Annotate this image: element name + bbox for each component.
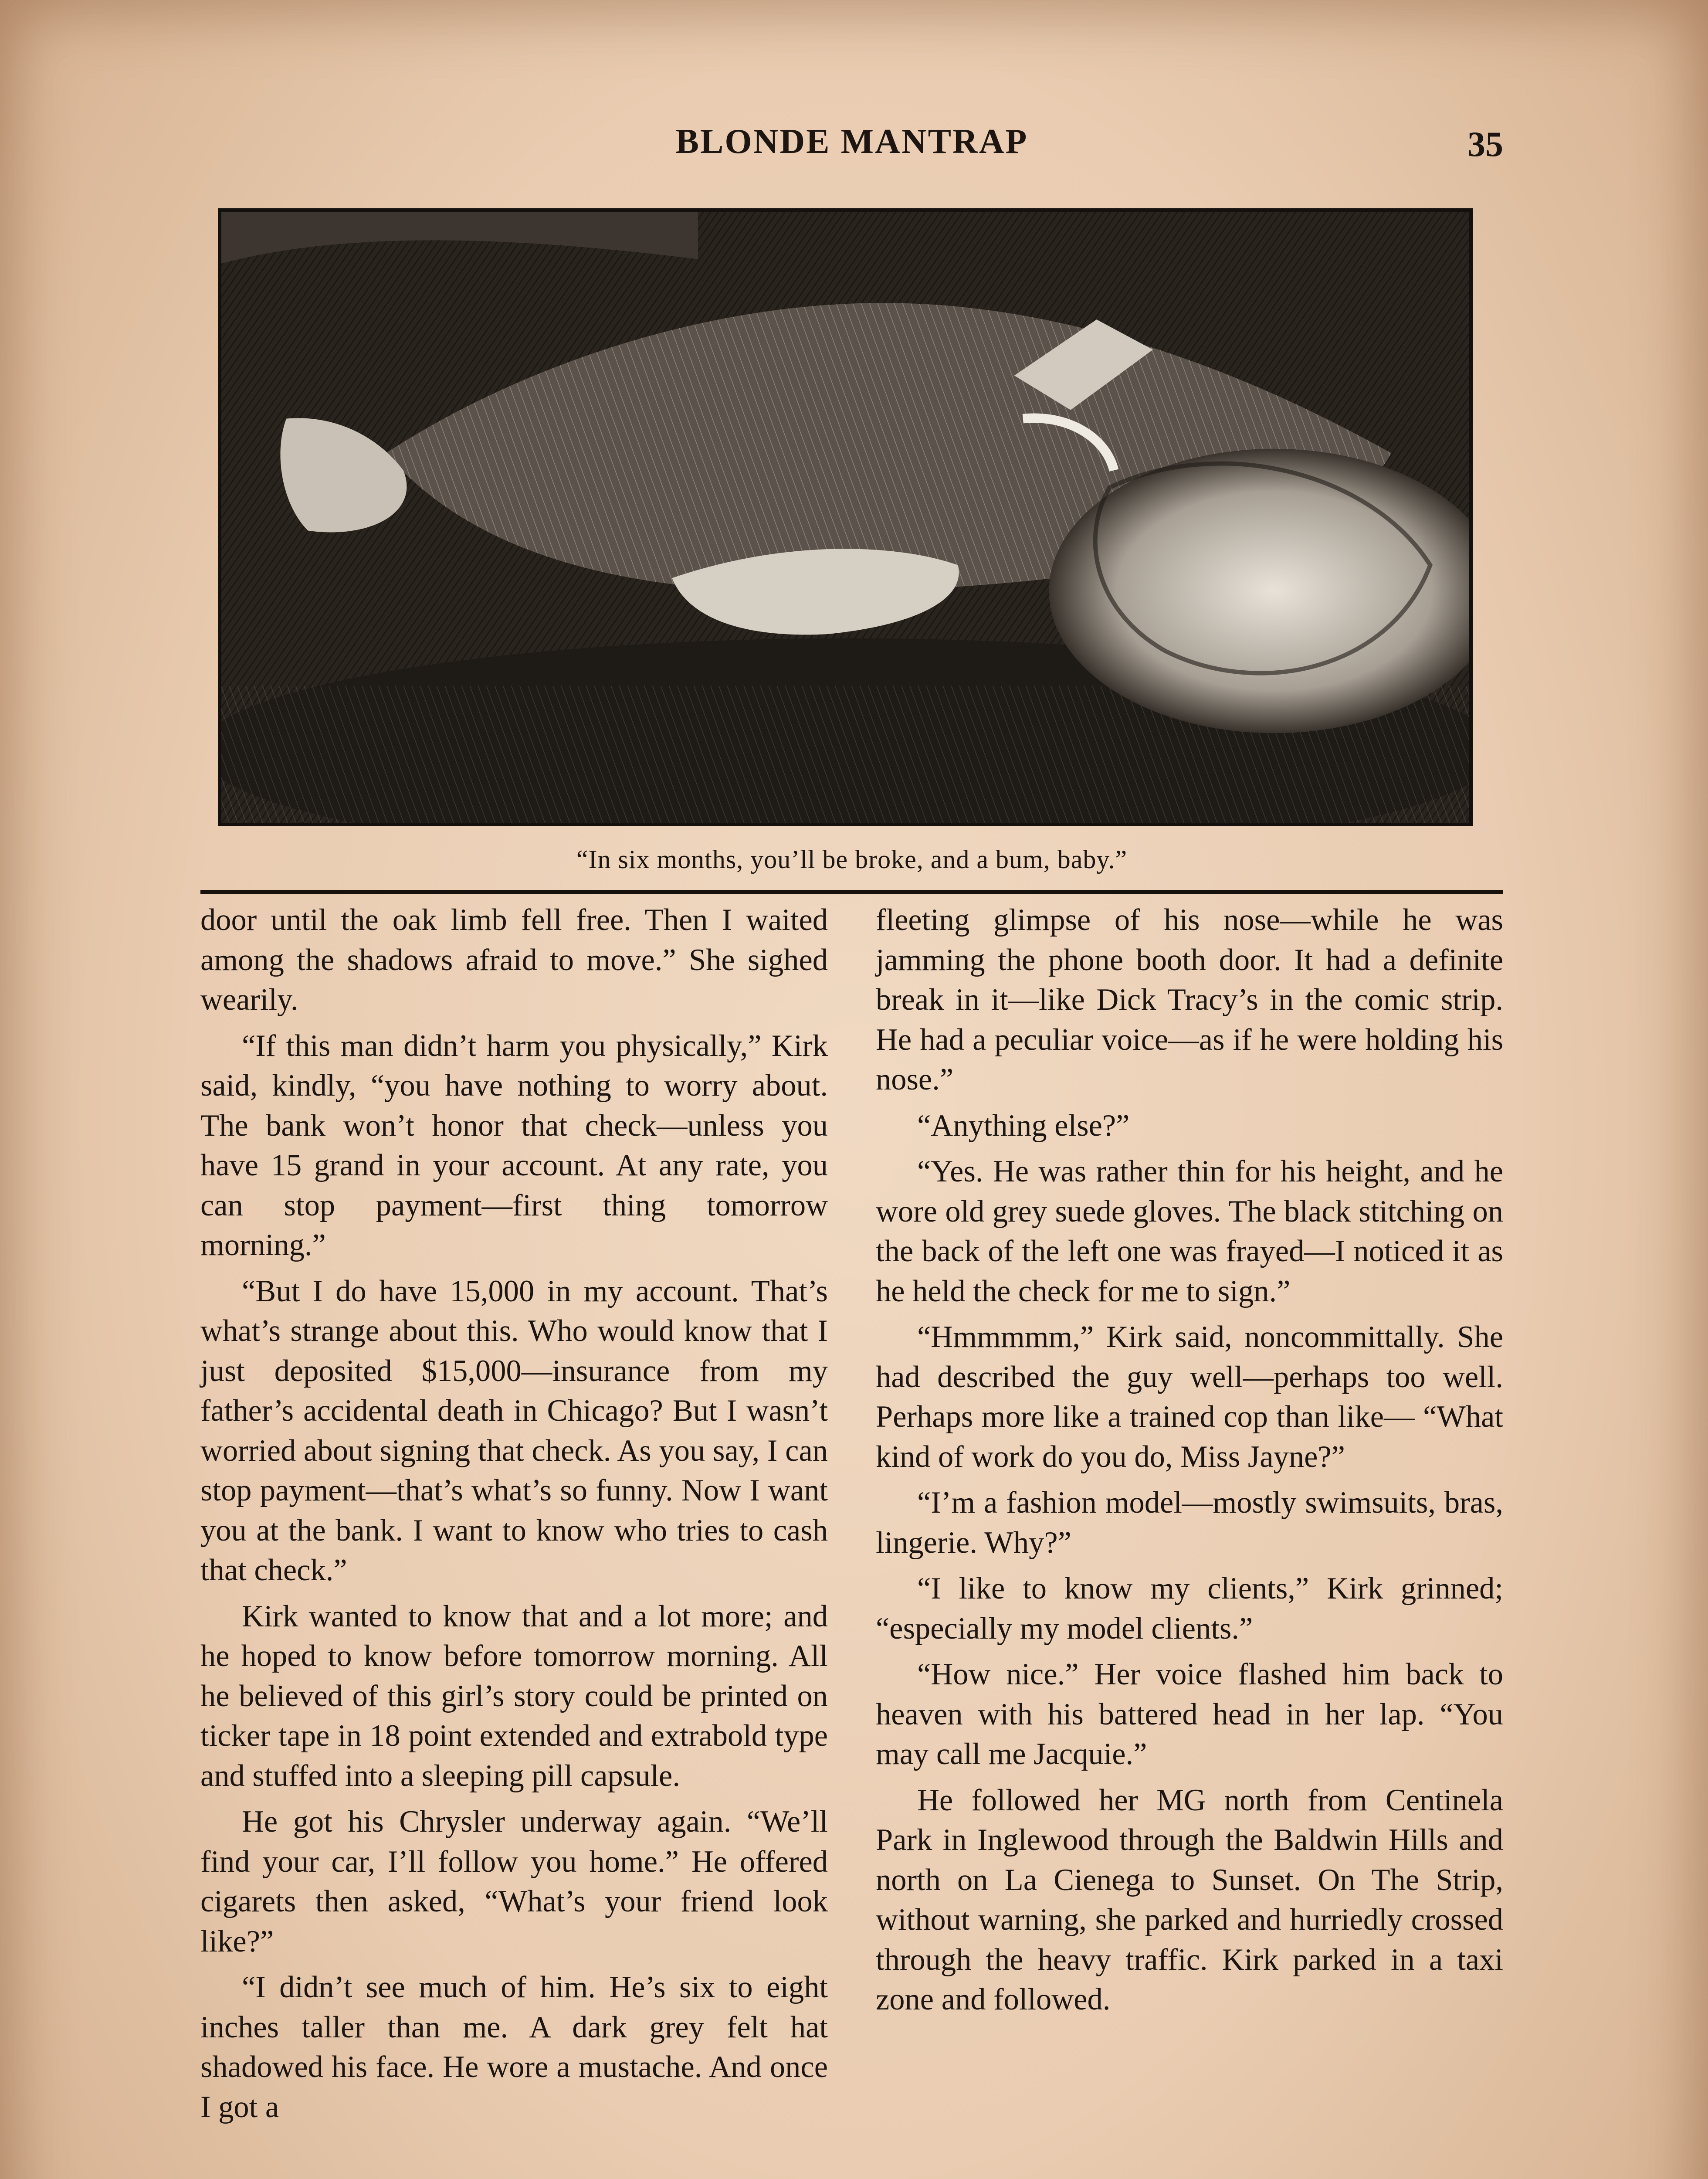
paragraph: fleeting glimpse of his nose—while he was jamming the phone booth door. It had a definite break in it—like Dick Tracy’s in the comic strip. He had a peculiar voice—as if he were holding his nose.” — [876, 903, 1503, 1096]
paragraph: “But I do have 15,000 in my account. That’s what’s strange about this. Who would know that I just deposited $15,000—insurance from my father’s accidental death in Chicago? But I wasn’t worried about signing that check. As you say, I can stop payment—that’s what’s so funny. Now I want you at the bank. I want to know who tries to cash that check.” — [200, 1274, 828, 1587]
paragraph: “Hmmmmm,” Kirk said, noncommittally. She had described the guy well—perhaps too well. Perhaps more like a trained cop than like— “What kind of work do you do, Miss Jayne?” — [876, 1320, 1503, 1474]
paragraph: “Anything else?” — [917, 1108, 1130, 1143]
paragraph: “If this man didn’t harm you physically,” Kirk said, kindly, “you have nothing to worry about. The bank won’t honor that check—unless you have 15 grand in your account. At any rate, you can stop payment—first thing tomorrow morning.” — [200, 1028, 828, 1262]
paragraph: He got his Chrysler underway again. “We’ll find your car, I’ll follow you home.” He offered cigarets then asked, “What’s your friend look like?” — [200, 1805, 828, 1958]
paragraph: Kirk wanted to know that and a lot more; and he hoped to know before tomorrow morning. All he believed of this girl’s story could be printed on ticker tape in 18 point extended and extrabold type and stuffed into a sleeping pill capsule. — [200, 1599, 828, 1793]
paragraph: “I like to know my clients,” Kirk grinned; “especially my model clients.” — [876, 1571, 1503, 1646]
section-divider — [200, 890, 1503, 894]
paragraph: “Yes. He was rather thin for his height, and he wore old grey suede gloves. The black stitching on the back of the left one was frayed—I noticed it as he held the check for me to sign.” — [876, 1154, 1503, 1308]
text-column-left — [200, 900, 828, 2133]
running-title: BLONDE MANTRAP — [675, 122, 1028, 161]
paragraph: He followed her MG north from Centinela Park in Inglewood through the Baldwin Hills and north on La Cienega to Sunset. On The Strip, without warning, she parked and hurriedly crossed through the heavy traffic. Kirk parked in a taxi zone and followed. — [876, 1783, 1503, 2016]
illustration-drawing — [221, 212, 1469, 823]
paragraph: “I didn’t see much of him. He’s six to eight inches taller than me. A dark grey felt hat shadowed his face. He wore a mustache. And once I got a — [200, 1970, 828, 2124]
illustration-caption: “In six months, you’ll be broke, and a bum, baby.” — [576, 845, 1128, 874]
text-column-right — [876, 900, 1503, 2026]
paragraph: “I’m a fashion model—mostly swimsuits, bras, lingerie. Why?” — [876, 1486, 1503, 1560]
page-header — [200, 118, 1503, 174]
paragraph: “How nice.” Her voice flashed him back to heaven with his battered head in her lap. “You may call me Jacquie.” — [876, 1657, 1503, 1771]
page-number: 35 — [1467, 124, 1503, 164]
story-illustration — [218, 208, 1473, 826]
paragraph: door until the oak limb fell free. Then I waited among the shadows afraid to move.” She sighed wearily. — [200, 903, 828, 1017]
